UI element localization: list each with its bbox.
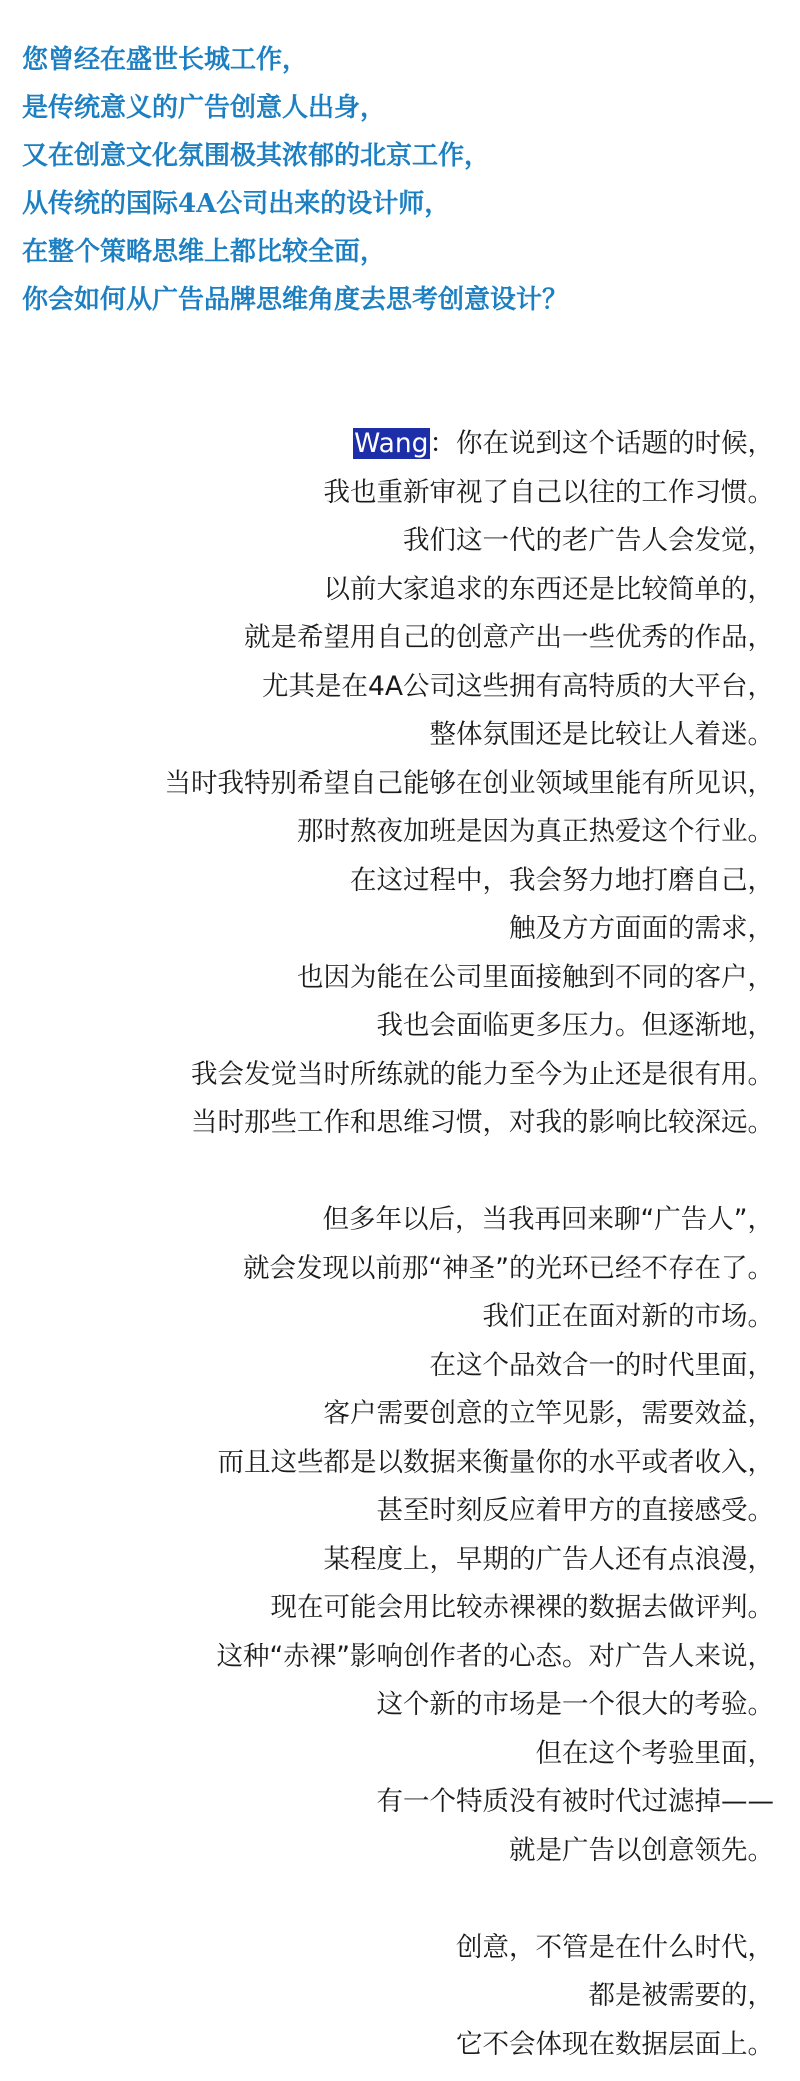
answer-paragraph-1 <box>14 420 774 1148</box>
answer-line: 这种“赤裸”影响创作者的心态。对广告人来说， <box>216 1640 774 1672</box>
interview-answer <box>14 420 774 2069</box>
answer-line: 这个新的市场是一个很大的考验。 <box>376 1689 774 1720</box>
speaker-name-highlight: Wang <box>354 428 429 459</box>
answer-line: 在这个品效合一的时代里面， <box>429 1349 774 1381</box>
answer-line: 但在这个考验里面， <box>535 1737 774 1769</box>
answer-line: 当时那些工作和思维习惯，对我的影响比较深远。 <box>191 1107 774 1138</box>
answer-line: 触及方方面面的需求， <box>509 913 774 944</box>
answer-line: 甚至时刻反应着甲方的直接感受。 <box>376 1495 774 1526</box>
interview-question <box>22 36 782 324</box>
answer-first-line <box>14 420 774 469</box>
question-line: 又在创意文化氛围极其浓郁的北京工作， <box>22 141 491 171</box>
answer-line: 也因为能在公司里面接触到不同的客户， <box>297 961 774 993</box>
answer-line: 都是被需要的， <box>588 1980 774 2011</box>
answer-line: 尤其是在4A公司这些拥有高特质的大平台， <box>262 670 774 702</box>
answer-line: 以前大家追求的东西还是比较简单的， <box>323 573 774 605</box>
question-line: 在整个策略思维上都比较全面， <box>22 237 387 267</box>
answer-line: 而且这些都是以数据来衡量你的水平或者收入， <box>217 1446 774 1478</box>
answer-line: ：你在说到这个话题的时候， <box>429 428 774 459</box>
answer-line: 在这过程中，我会努力地打磨自己， <box>350 864 774 896</box>
question-line: 您曾经在盛世长城工作， <box>22 45 309 75</box>
answer-line: 但多年以后，当我再回来聊“广告人”， <box>322 1204 774 1235</box>
paragraph-spacer <box>14 1875 774 1924</box>
answer-line: 某程度上，早期的广告人还有点浪漫， <box>323 1543 774 1575</box>
answer-line: 我们正在面对新的市场。 <box>482 1301 774 1332</box>
answer-line: 有一个特质没有被时代过滤掉—— <box>376 1786 774 1817</box>
answer-line: 客户需要创意的立竿见影，需要效益， <box>323 1398 774 1429</box>
answer-line: 创意，不管是在什么时代， <box>456 1931 774 1963</box>
answer-line: 整体氛围还是比较让人着迷。 <box>429 719 774 750</box>
answer-paragraph-3 <box>14 1924 774 2070</box>
answer-line: 当时我特别希望自己能够在创业领域里能有所见识， <box>164 767 774 799</box>
answer-line: 我也重新审视了自己以往的工作习惯。 <box>323 476 774 508</box>
answer-line: 那时熬夜加班是因为真正热爱这个行业。 <box>297 816 774 847</box>
answer-line: 我也会面临更多压力。但逐渐地， <box>376 1010 774 1041</box>
question-line: 是传统意义的广告创意人出身， <box>22 93 387 123</box>
answer-line: 现在可能会用比较赤裸裸的数据去做评判。 <box>270 1592 774 1623</box>
answer-line: 我会发觉当时所练就的能力至今为止还是很有用。 <box>191 1058 774 1090</box>
question-line: 从传统的国际4A公司出来的设计师， <box>22 189 451 219</box>
answer-paragraph-2 <box>14 1196 774 1875</box>
answer-line: 就会发现以前那“神圣”的光环已经不存在了。 <box>243 1252 774 1284</box>
answer-line: 就是广告以创意领先。 <box>509 1834 774 1866</box>
answer-line: 它不会体现在数据层面上。 <box>456 2028 774 2060</box>
question-line: 你会如何从广告品牌思维角度去思考创意设计？ <box>22 285 569 315</box>
answer-line: 就是希望用自己的创意产出一些优秀的作品， <box>244 622 774 653</box>
answer-line: 我们这一代的老广告人会发觉， <box>403 525 774 556</box>
paragraph-spacer <box>14 1148 774 1197</box>
